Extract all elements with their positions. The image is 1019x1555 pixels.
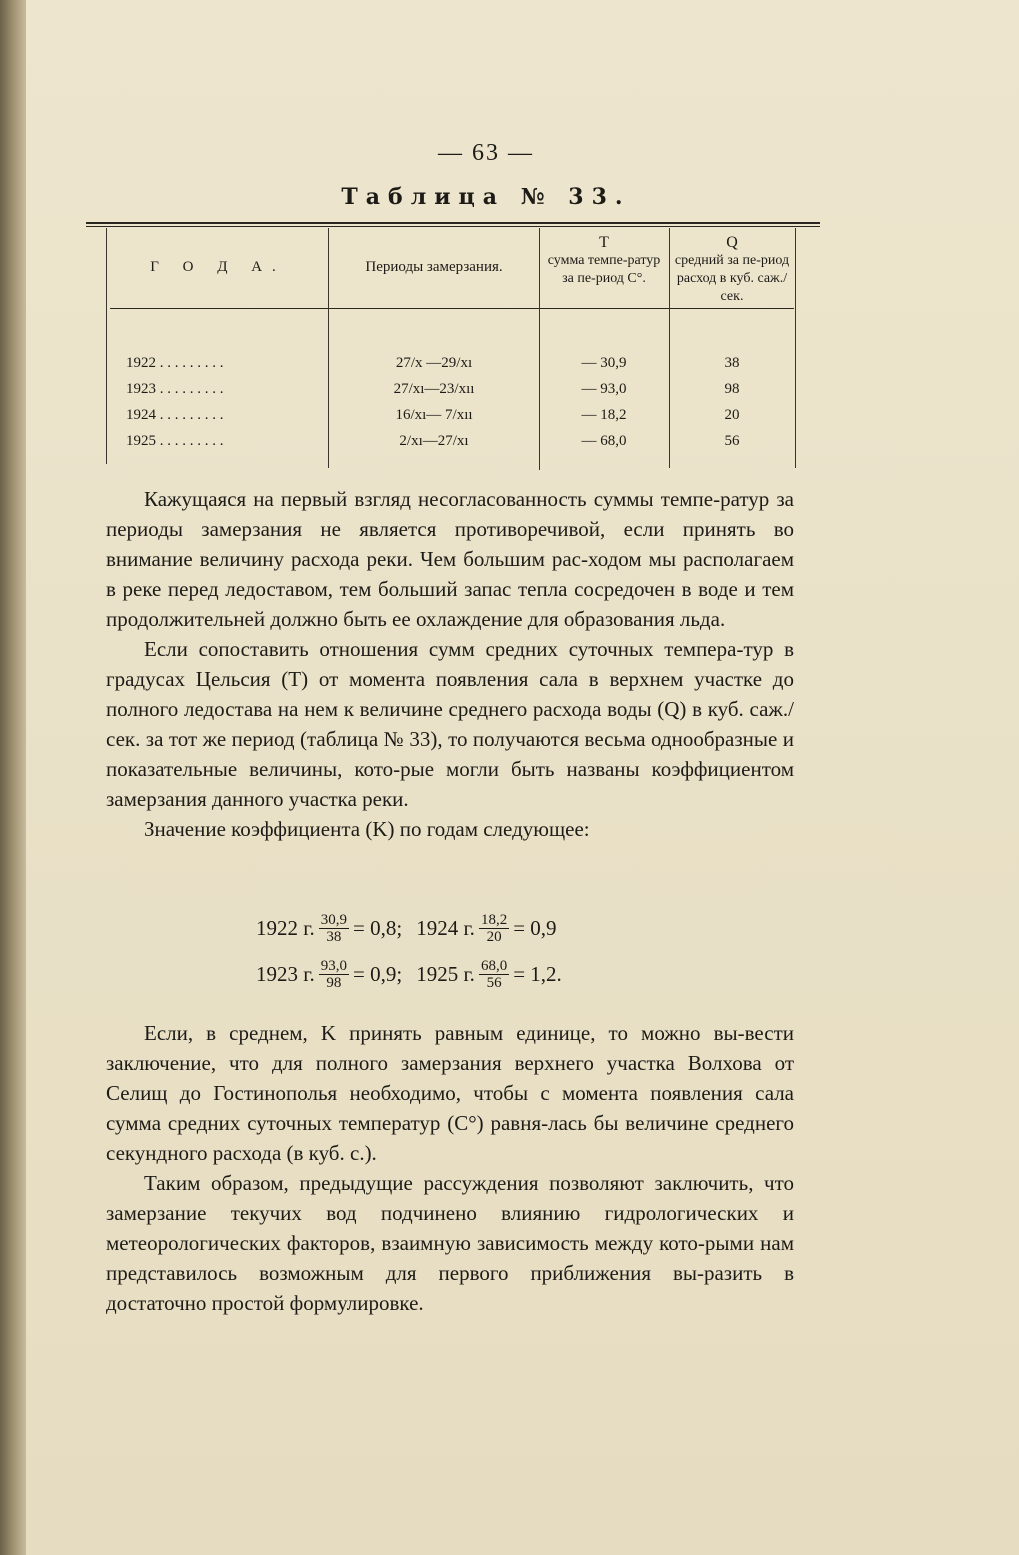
fraction-denominator: 20 [486, 929, 502, 945]
header-temp-symbol: T [599, 234, 609, 251]
table-top-rule [86, 222, 820, 224]
body-text-bottom [106, 1018, 794, 1318]
header-years: Г О Д А. [150, 259, 286, 275]
row-1925-sum: — 68,0 [581, 433, 627, 449]
header-temp-text: сумма темпе-ратур за пе-риод С°. [547, 253, 661, 286]
page [26, 0, 1019, 1555]
row-1922-period: 27/x —29/xı [395, 355, 473, 371]
col-rule-2 [539, 228, 540, 470]
fraction-numerator: 93,0 [320, 958, 347, 974]
paragraph-2: Если сопоставить отношения сумм средних суточных темпера-тур в градусах Цельсия (T) от момента появления сала в верхнем участке до полного ледостава на нем к величине среднего расхода воды (Q) в куб. саж./сек. за тот же период (таблица № 33), то получаются весьма однообразные и показательные величины, кото-рые могли быть названы коэффициентом замерзания данного участка реки. [106, 637, 794, 811]
table-top-rule-2 [86, 226, 820, 227]
header-discharge-text: средний за пе-риод расход в куб. саж./сек. [674, 253, 790, 304]
formula-line-1 [256, 912, 557, 945]
row-1922-sum: — 30,9 [581, 355, 627, 371]
paragraph-3: Значение коэффициента (K) по годам следующее: [144, 817, 590, 841]
fraction-numerator: 68,0 [480, 958, 508, 974]
fraction-1924 [479, 912, 509, 945]
book-spine [0, 0, 26, 1555]
header-temp-sum [542, 234, 666, 288]
formula-year-1923: 1923 г. [256, 962, 315, 986]
formula-result-1923: = 0,9; [353, 962, 403, 986]
paragraph-1: Кажущаяся на первый взгляд несогласованность суммы темпе-ратур за периоды замерзания не является противоречивой, если принять во внимание величину расхода реки. Чем большим рас-ходом мы располагаем в реке перед ледоставом, тем больший запас тепла сосредочен в воде и тем продолжительней должно быть ее охлаждение для образования льда. [106, 487, 794, 631]
formula-year-1925: 1925 г. [416, 962, 475, 986]
formula-result-1924: = 0,9 [513, 916, 557, 940]
header-discharge-symbol: Q [726, 234, 738, 251]
row-1923-year: 1923 . . . . . . . . . [126, 381, 224, 397]
fraction-denominator: 56 [486, 975, 502, 991]
row-1923-q: 98 [724, 381, 740, 397]
data-table [26, 0, 1019, 520]
fraction-numerator: 18,2 [480, 912, 508, 928]
page-number: — 63 — [438, 140, 534, 166]
fraction-denominator: 98 [326, 975, 342, 991]
fraction-denominator: 38 [326, 929, 342, 945]
row-1923-sum: — 93,0 [581, 381, 627, 397]
body-text-top [106, 484, 794, 844]
paragraph-4: Если, в среднем, K принять равным единице, то можно вы-вести заключение, что для полного замерзания верхнего участка Волхова от Селищ до Гостинополья необходимо, чтобы с момента появления сала сумма средних суточных температур (C°) равня-лась бы величине среднего секундного расхода (в куб. с.). [106, 1021, 794, 1165]
row-1922-q: 38 [724, 355, 740, 371]
row-1924-sum: — 18,2 [581, 407, 627, 423]
formula-year-1922: 1922 г. [256, 916, 315, 940]
fraction-numerator: 30,9 [320, 912, 347, 928]
header-periods: Периоды замерзания. [365, 259, 503, 275]
table-left-rule [106, 228, 107, 464]
fraction-1922 [319, 912, 349, 945]
header-bottom-rule [110, 308, 794, 309]
col-rule-3 [669, 228, 670, 468]
row-1925-q: 56 [724, 433, 740, 449]
row-1925-period: 2/xı—27/xı [399, 433, 469, 449]
table-title: Таблица № 33. [341, 184, 631, 210]
col-rule-1 [328, 228, 329, 468]
header-discharge [672, 234, 792, 306]
formula-result-1922: = 0,8; [353, 916, 403, 940]
row-1923-period: 27/xı—23/xıı [393, 381, 475, 397]
fraction-1923 [319, 958, 349, 991]
fraction-1925 [479, 958, 509, 991]
row-1924-period: 16/xı— 7/xıı [395, 407, 473, 423]
formula-result-1925: = 1,2. [513, 962, 562, 986]
paragraph-5: Таким образом, предыдущие рассуждения позволяют заключить, что замерзание текучих вод подчинено влиянию гидрологических и метеорологических факторов, взаимную зависимость между кото-рыми нам представилось возможным для первого приближения вы-разить в достаточно простой формулировке. [106, 1171, 794, 1315]
formula-line-2 [256, 958, 562, 991]
row-1924-year: 1924 . . . . . . . . . [126, 407, 224, 423]
row-1922-year: 1922 . . . . . . . . . [126, 355, 224, 371]
row-1924-q: 20 [724, 407, 740, 423]
formula-year-1924: 1924 г. [416, 916, 475, 940]
table-right-rule [795, 228, 796, 468]
row-1925-year: 1925 . . . . . . . . . [126, 433, 224, 449]
